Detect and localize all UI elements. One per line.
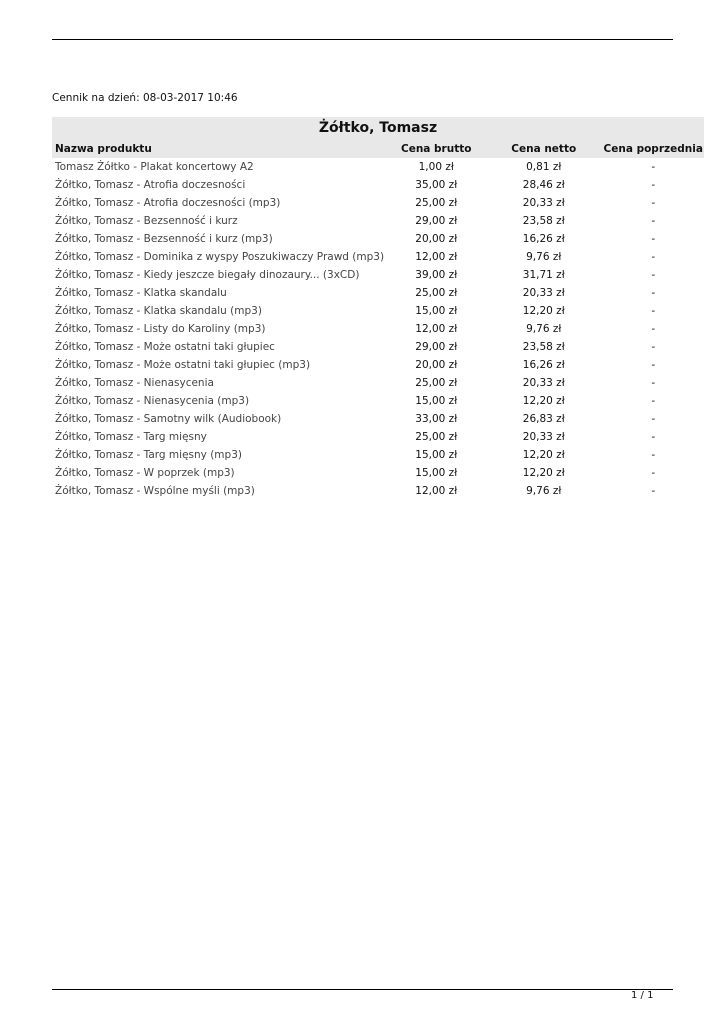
table-row — [52, 338, 704, 356]
price-netto: 28,46 zł — [522, 179, 565, 191]
price-netto: 12,20 zł — [522, 449, 565, 461]
product-name: Żółtko, Tomasz - Bezsenność i kurz — [55, 215, 238, 227]
table-row — [52, 464, 704, 482]
table-row — [52, 194, 704, 212]
price-netto: 23,58 zł — [522, 341, 565, 353]
table-row — [52, 410, 704, 428]
price-brutto: 1,00 zł — [418, 161, 454, 173]
price-brutto: 35,00 zł — [415, 179, 458, 191]
product-name: Żółtko, Tomasz - Atrofia doczesności (mp3) — [55, 197, 281, 209]
table-row — [52, 248, 704, 266]
column-header-name: Nazwa produktu — [55, 143, 152, 155]
price-brutto: 25,00 zł — [415, 287, 458, 299]
product-name: Żółtko, Tomasz - Atrofia doczesności — [55, 179, 246, 191]
price-previous: - — [651, 233, 656, 245]
table-body — [52, 158, 704, 500]
price-brutto: 20,00 zł — [415, 233, 458, 245]
table-row — [52, 392, 704, 410]
price-brutto: 25,00 zł — [415, 431, 458, 443]
price-netto: 12,20 zł — [522, 467, 565, 479]
price-brutto: 12,00 zł — [415, 485, 458, 497]
table-row — [52, 176, 704, 194]
price-brutto: 15,00 zł — [415, 467, 458, 479]
table-row — [52, 446, 704, 464]
price-previous: - — [651, 449, 656, 461]
price-netto: 12,20 zł — [522, 395, 565, 407]
price-netto: 20,33 zł — [522, 287, 565, 299]
product-name: Żółtko, Tomasz - Samotny wilk (Audiobook) — [55, 413, 282, 425]
table-row — [52, 230, 704, 248]
table-row — [52, 320, 704, 338]
header-rule — [52, 39, 673, 40]
product-name: Żółtko, Tomasz - Może ostatni taki głupiec (mp3) — [55, 359, 311, 371]
price-brutto: 12,00 zł — [415, 323, 458, 335]
footer-rule — [52, 989, 673, 990]
product-name: Żółtko, Tomasz - Kiedy jeszcze biegały dinozaury... (3xCD) — [55, 269, 360, 281]
column-header-brutto: Cena brutto — [401, 143, 472, 155]
column-header-previous: Cena poprzednia — [603, 143, 703, 155]
page-number: 1 / 1 — [631, 990, 654, 1001]
price-brutto: 25,00 zł — [415, 377, 458, 389]
product-name: Żółtko, Tomasz - Nienasycenia — [55, 377, 214, 389]
table-row — [52, 158, 704, 176]
price-previous: - — [651, 269, 656, 281]
column-header-netto: Cena netto — [511, 143, 577, 155]
price-previous: - — [651, 179, 656, 191]
price-previous: - — [651, 467, 656, 479]
product-name: Żółtko, Tomasz - Nienasycenia (mp3) — [55, 395, 250, 407]
price-previous: - — [651, 485, 656, 497]
price-brutto: 33,00 zł — [415, 413, 458, 425]
table-row — [52, 428, 704, 446]
price-previous: - — [651, 359, 656, 371]
product-name: Żółtko, Tomasz - Targ mięsny (mp3) — [55, 449, 242, 461]
price-previous: - — [651, 197, 656, 209]
price-previous: - — [651, 431, 656, 443]
price-brutto: 25,00 zł — [415, 197, 458, 209]
price-brutto: 20,00 zł — [415, 359, 458, 371]
product-name: Żółtko, Tomasz - Bezsenność i kurz (mp3) — [55, 233, 273, 245]
product-name: Żółtko, Tomasz - Klatka skandalu — [55, 287, 227, 299]
price-netto: 9,76 zł — [526, 323, 562, 335]
table-row — [52, 212, 704, 230]
table-row — [52, 284, 704, 302]
price-netto: 20,33 zł — [522, 431, 565, 443]
price-netto: 9,76 zł — [526, 485, 562, 497]
product-name: Żółtko, Tomasz - W poprzek (mp3) — [55, 467, 235, 479]
price-brutto: 29,00 zł — [415, 341, 458, 353]
price-brutto: 39,00 zł — [415, 269, 458, 281]
product-name: Tomasz Żółtko - Plakat koncertowy A2 — [55, 161, 254, 173]
table-row — [52, 302, 704, 320]
price-table — [52, 117, 704, 500]
price-netto: 16,26 zł — [522, 233, 565, 245]
price-previous: - — [651, 377, 656, 389]
price-netto: 23,58 zł — [522, 215, 565, 227]
price-brutto: 15,00 zł — [415, 395, 458, 407]
price-netto: 31,71 zł — [522, 269, 565, 281]
table-row — [52, 356, 704, 374]
product-name: Żółtko, Tomasz - Dominika z wyspy Poszukiwaczy Prawd (mp3) — [55, 251, 385, 263]
price-brutto: 15,00 zł — [415, 305, 458, 317]
price-netto: 16,26 zł — [522, 359, 565, 371]
table-row — [52, 266, 704, 284]
table-row — [52, 374, 704, 392]
price-brutto: 15,00 zł — [415, 449, 458, 461]
price-previous: - — [651, 341, 656, 353]
price-previous: - — [651, 287, 656, 299]
price-previous: - — [651, 395, 656, 407]
price-netto: 0,81 zł — [526, 161, 562, 173]
price-netto: 9,76 zł — [526, 251, 562, 263]
product-name: Żółtko, Tomasz - Może ostatni taki głupiec — [55, 341, 275, 353]
price-previous: - — [651, 323, 656, 335]
price-netto: 12,20 zł — [522, 305, 565, 317]
table-header-row — [52, 140, 704, 158]
price-previous: - — [651, 215, 656, 227]
product-name: Żółtko, Tomasz - Wspólne myśli (mp3) — [55, 485, 255, 497]
price-list-date: Cennik na dzień: 08-03-2017 10:46 — [52, 92, 238, 104]
price-previous: - — [651, 161, 656, 173]
table-row — [52, 482, 704, 500]
table-title: Żółtko, Tomasz — [52, 117, 704, 140]
price-brutto: 12,00 zł — [415, 251, 458, 263]
price-previous: - — [651, 251, 656, 263]
product-name: Żółtko, Tomasz - Klatka skandalu (mp3) — [55, 305, 262, 317]
price-netto: 20,33 zł — [522, 377, 565, 389]
price-netto: 26,83 zł — [522, 413, 565, 425]
product-name: Żółtko, Tomasz - Targ mięsny — [55, 431, 207, 443]
product-name: Żółtko, Tomasz - Listy do Karoliny (mp3) — [55, 323, 266, 335]
price-netto: 20,33 zł — [522, 197, 565, 209]
price-previous: - — [651, 413, 656, 425]
price-previous: - — [651, 305, 656, 317]
price-brutto: 29,00 zł — [415, 215, 458, 227]
